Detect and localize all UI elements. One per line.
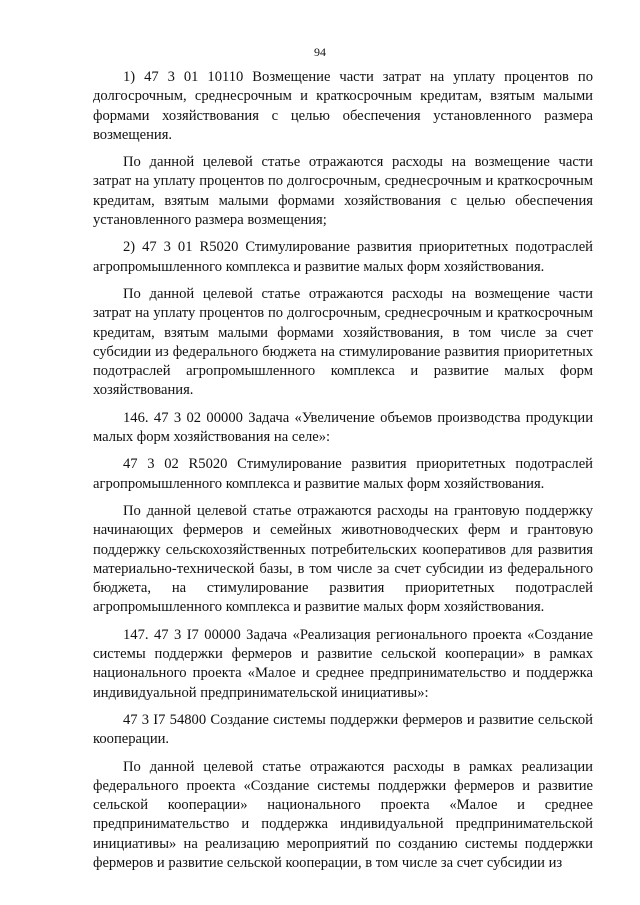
paragraph-1: 1) 47 3 01 10110 Возмещение части затрат на уплату процентов по долгосрочным, среднесрочным и краткосрочным кредитам, взятым малыми формами хозяйствования с целью обеспечения установленного размера возмещения. bbox=[93, 69, 593, 143]
document-body bbox=[93, 68, 593, 881]
page-number: 94 bbox=[314, 45, 326, 59]
paragraph-2: По данной целевой статье отражаются расходы на возмещение части затрат на уплату процентов по долгосрочным, среднесрочным и краткосрочным кредитам, взятым малыми формами хозяйствования с целью обеспечения установленного размера возмещения; bbox=[93, 154, 593, 229]
paragraph-3: 2) 47 3 01 R5020 Стимулирование развития приоритетных подотраслей агропромышленного комплекса и развитие малых форм хозяйствования. bbox=[93, 239, 593, 275]
paragraph-5: 146. 47 3 02 00000 Задача «Увеличение объемов производства продукции малых форм хозяйствования на селе»: bbox=[93, 409, 593, 446]
paragraph-9: 47 3 I7 54800 Создание системы поддержки фермеров и развитие сельской кооперации. bbox=[93, 711, 593, 748]
paragraph-6: 47 3 02 R5020 Стимулирование развития приоритетных подотраслей агропромышленного комплекса и развитие малых форм хозяйствования. bbox=[93, 456, 593, 492]
paragraph-8: 147. 47 3 I7 00000 Задача «Реализация регионального проекта «Создание системы поддержки фермеров и развитие сельской кооперации» в рамках национального проекта «Малое и среднее предпринимательство и поддержка индивидуальной предпринимательской инициативы»: bbox=[93, 626, 593, 701]
paragraph-7: По данной целевой статье отражаются расходы на грантовую поддержку начинающих фермеров и семейных животноводческих ферм и грантовую поддержку сельскохозяйственных потребительских кооперативов для развития материально-технической базы, в том числе за счет субсидии из федерального бюджета, на стимулирование развития приоритетных подотраслей агропромышленного комплекса и развитие малых форм хозяйствования. bbox=[93, 502, 593, 616]
paragraph-4: По данной целевой статье отражаются расходы на возмещение части затрат на уплату процентов по долгосрочным, среднесрочным и краткосрочным кредитам, взятым малыми формами хозяйствования, в том числе за счет субсидии из федерального бюджета на стимулирование развития приоритетных подотраслей агропромышленного комплекса и развитие малых форм хозяйствования. bbox=[93, 285, 593, 399]
paragraph-10: По данной целевой статье отражаются расходы в рамках реализации федерального проекта «Создание системы поддержки фермеров и развитие сельской кооперации» национального проекта «Малое и среднее предпринимательство и поддержка индивидуальной предпринимательской инициативы» на реализацию мероприятий по созданию системы поддержки фермеров и развитие сельской кооперации, в том числе за счет субсидии из bbox=[93, 758, 593, 871]
